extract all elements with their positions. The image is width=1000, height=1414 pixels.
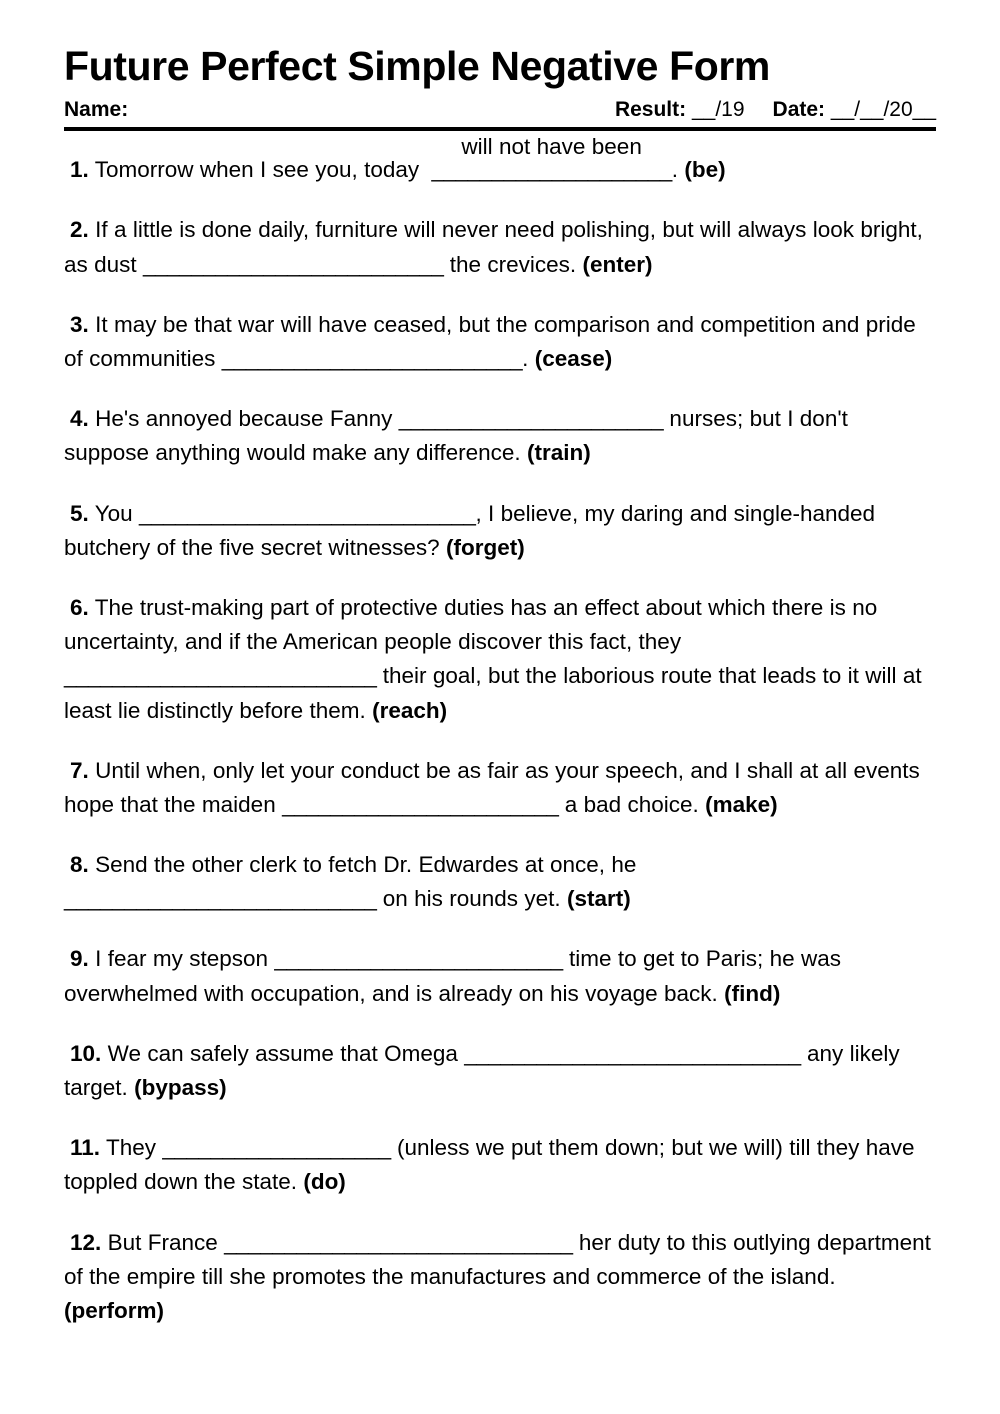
question-text-after-blank: her duty to this outlying department of the empire till she promotes the manufactures and commerce of the island. (64, 1229, 931, 1289)
question-number: 1. (70, 157, 89, 183)
verb-hint: (start) (566, 886, 631, 912)
worksheet-meta-row (64, 98, 936, 127)
question-item (64, 591, 936, 728)
answer-blank-line: ____________________ (431, 157, 672, 183)
question-text-after-blank: time to get to Paris; he was overwhelmed with occupation, and is already on his voyage back. (64, 946, 842, 1006)
page-title: Future Perfect Simple Negative Form (64, 43, 770, 89)
question-item (64, 848, 936, 916)
question-number: 2. (70, 217, 89, 243)
question-text-after-blank: nurses; but I don't suppose anything would make any difference. (64, 406, 848, 466)
result-label: Result: (614, 98, 687, 122)
question-number: 11. (70, 1135, 101, 1161)
question-item (64, 1131, 936, 1199)
answer-blank-line[interactable]: ___________________ (162, 1135, 391, 1161)
question-text-after-blank: the crevices. (443, 251, 583, 277)
result-field (615, 98, 745, 122)
name-field-label: Name: (64, 98, 129, 122)
question-number: 4. (70, 406, 89, 432)
question-item (64, 134, 936, 187)
verb-hint: (train) (526, 440, 591, 466)
question-text-before-blank: He's annoyed because Fanny (95, 406, 399, 432)
question-number: 5. (70, 500, 89, 526)
answer-blank-line[interactable]: _______________________ (282, 791, 559, 817)
verb-hint: (make) (705, 791, 778, 817)
question-text-after-blank: on his rounds yet. (376, 886, 567, 912)
question-item (64, 497, 936, 565)
question-number: 8. (70, 852, 89, 878)
question-item (64, 942, 936, 1010)
question-text-before-blank: You (94, 500, 140, 526)
question-text-before-blank: Send the other clerk to fetch Dr. Edwardes at once, he (95, 852, 637, 878)
verb-hint: (be) (684, 157, 726, 183)
question-number: 9. (70, 946, 89, 972)
question-text-before-blank: If a little is done daily, furniture will never need polishing, but will always look bright, as dust (64, 217, 923, 277)
question-text-after-blank: . (522, 346, 535, 372)
question-text-after-blank: , I believe, my daring and single-handed butchery of the five secret witnesses? (64, 500, 876, 560)
question-text-after-blank: any likely target. (64, 1040, 900, 1101)
question-item (64, 754, 936, 822)
question-text-after-blank: a bad choice. (558, 791, 706, 817)
question-text-after-blank: . (671, 157, 685, 183)
question-text-after-blank: (unless we put them down; but we will) till they have toppled down the state. (64, 1135, 915, 1195)
question-number: 6. (70, 594, 89, 620)
answer-blank-line[interactable]: ______________________ (398, 406, 664, 432)
date-value: __/__/20__ (830, 98, 936, 122)
question-item (64, 213, 936, 281)
question-text-before-blank: The trust-making part of protective duties has an effect about which there is no uncertainty, and if the American people discover this fact, they (64, 594, 878, 655)
question-item (64, 308, 936, 376)
question-text-before-blank: Tomorrow when I see you, today (94, 157, 426, 183)
question-text-before-blank: I fear my stepson (95, 946, 275, 972)
answer-blank-line[interactable]: _____________________________ (224, 1229, 573, 1255)
result-value: __/19 (691, 98, 745, 122)
answer-blank-line[interactable]: _________________________ (143, 251, 444, 277)
question-number: 3. (70, 311, 89, 337)
answer-blank-line[interactable]: ________________________ (274, 946, 563, 972)
verb-hint: (cease) (534, 346, 613, 372)
verb-hint: (perform) (64, 1297, 164, 1323)
question-text-before-blank: We can safely assume that Omega (107, 1040, 465, 1066)
question-text-before-blank: It may be that war will have ceased, but the comparison and competition and pride of communities (64, 311, 916, 372)
question-text-after-blank: their goal, but the laborious route that leads to it will at least lie distinctly before them. (64, 663, 922, 723)
question-text-before-blank: But France (107, 1229, 225, 1255)
questions-list (64, 134, 936, 1328)
verb-hint: (find) (724, 980, 781, 1006)
question-number: 7. (70, 757, 89, 783)
verb-hint: (forget) (446, 534, 525, 560)
question-item (64, 402, 936, 470)
verb-hint: (do) (303, 1169, 346, 1195)
verb-hint: (reach) (372, 697, 448, 723)
verb-hint: (bypass) (134, 1075, 227, 1101)
date-field (773, 98, 936, 122)
answer-blank-line[interactable]: __________________________ (64, 886, 377, 912)
verb-hint: (enter) (582, 251, 653, 277)
question-item (64, 1226, 936, 1329)
answer-blank-line[interactable]: ____________________________ (464, 1040, 801, 1066)
date-label: Date: (772, 98, 826, 122)
answer-blank-line[interactable]: ____________________________ (139, 500, 476, 526)
question-number: 12. (70, 1229, 102, 1255)
question-number: 10. (70, 1040, 102, 1066)
question-text-before-blank: Until when, only let your conduct be as fair as your speech, and I shall at all events hope that the maiden (64, 757, 920, 817)
answer-text: will not have been (461, 134, 642, 160)
question-text-before-blank: They (106, 1135, 163, 1161)
answer-blank-line[interactable]: _________________________ (221, 346, 523, 372)
answer-blank-line[interactable]: __________________________ (64, 663, 377, 689)
answer-blank-filled[interactable] (425, 134, 672, 187)
question-item (64, 1037, 936, 1105)
